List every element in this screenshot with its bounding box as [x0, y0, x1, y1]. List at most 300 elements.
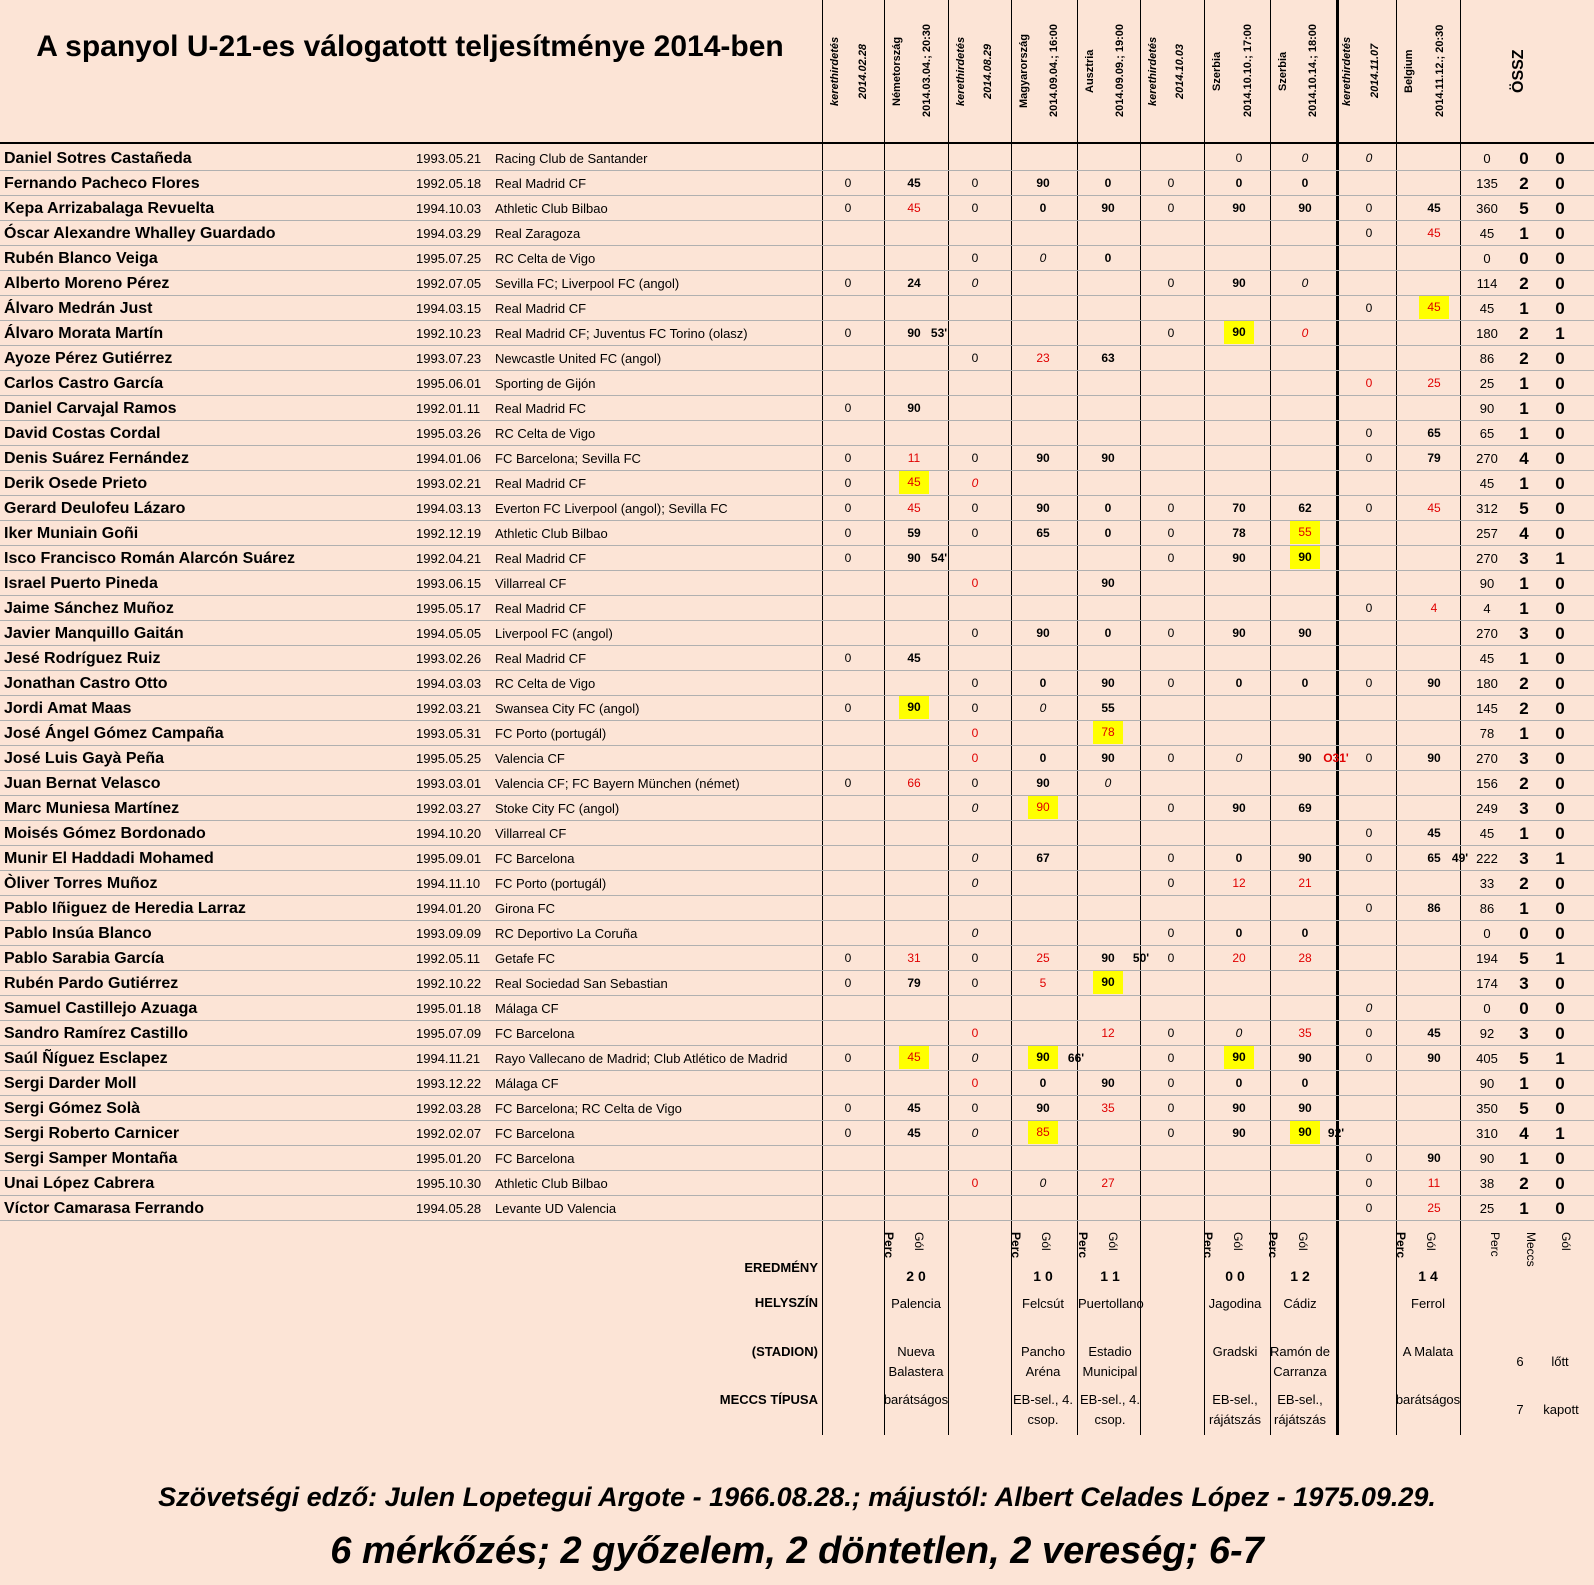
total-value: 0 — [1555, 649, 1565, 668]
gol-label: Gól — [1296, 1232, 1310, 1251]
club-name: Real Madrid CF — [495, 601, 587, 616]
column-header: 2014.10.10.; 17:00 — [1242, 24, 1254, 118]
club-name: Athletic Club Bilbao — [495, 526, 608, 541]
total-value: 405 — [1476, 1051, 1498, 1066]
total-value: 0 — [1555, 374, 1565, 393]
birth-date: 1993.03.01 — [416, 776, 482, 791]
match-value: 0 — [971, 351, 979, 365]
match-value: 90 — [1232, 1126, 1246, 1140]
match-value: 0 — [844, 776, 852, 790]
match-value: 54' — [930, 551, 948, 565]
match-place: Felcsút — [1022, 1296, 1064, 1311]
column-header: Ausztria — [1084, 49, 1096, 93]
birth-date: 1994.11.10 — [416, 876, 481, 891]
total-value: 350 — [1476, 1101, 1498, 1116]
match-value: 0 — [1167, 1076, 1175, 1090]
club-name: FC Barcelona; RC Celta de Vigo — [495, 1101, 682, 1116]
total-value: 90 — [1479, 1076, 1495, 1091]
birth-date: 1993.02.26 — [416, 651, 482, 666]
total-value: 0 — [1555, 1149, 1565, 1168]
table-row — [0, 496, 1594, 521]
birth-date: 1993.06.15 — [416, 576, 482, 591]
match-value: 0 — [1365, 201, 1373, 215]
total-value: 0 — [1519, 149, 1529, 168]
match-result: 2 0 — [906, 1268, 926, 1284]
table-row — [0, 1196, 1594, 1221]
match-value: 90 — [1232, 801, 1246, 815]
match-value: 0 — [971, 1051, 979, 1065]
player-name: Alberto Moreno Pérez — [4, 275, 170, 292]
total-value: 0 — [1483, 926, 1491, 941]
birth-date: 1992.12.19 — [416, 526, 482, 541]
match-value: 0 — [1235, 1076, 1243, 1090]
match-value: 90 — [1298, 201, 1312, 215]
match-value: 0 — [971, 476, 979, 490]
goals-scored-label: lőtt — [1551, 1354, 1569, 1369]
table-row — [0, 896, 1594, 921]
match-value: 0 — [971, 851, 979, 865]
match-value: 25 — [1427, 1201, 1441, 1215]
match-value: 0 — [971, 876, 979, 890]
table-row — [0, 371, 1594, 396]
total-value: 0 — [1555, 1199, 1565, 1218]
player-name: Ayoze Pérez Gutiérrez — [4, 350, 173, 367]
total-value: 4 — [1519, 1124, 1529, 1143]
match-value: 85 — [1028, 1121, 1058, 1144]
total-value: 3 — [1519, 1024, 1529, 1043]
match-value: 90 — [1290, 1121, 1320, 1144]
player-name: Israel Puerto Pineda — [4, 575, 158, 592]
match-place: Jagodina — [1208, 1296, 1262, 1311]
season-summary: 6 mérkőzés; 2 győzelem, 2 döntetlen, 2 vereség; 6-7 — [330, 1530, 1264, 1572]
match-value: 0 — [1167, 626, 1175, 640]
match-value: 53' — [930, 326, 948, 340]
total-value: 0 — [1555, 1074, 1565, 1093]
match-value: 0 — [844, 501, 852, 515]
match-value: 0 — [971, 776, 979, 790]
match-value: 0 — [971, 701, 979, 715]
match-type: EB-sel., 4. csop. — [1080, 1392, 1140, 1427]
summary-label: MECCS TÍPUSA — [719, 1392, 818, 1407]
match-value: 45 — [1427, 826, 1441, 840]
total-value: 4 — [1483, 601, 1491, 616]
match-value: 90 — [1036, 501, 1050, 515]
match-value: 92' — [1327, 1126, 1345, 1140]
match-value: 45 — [1419, 296, 1449, 319]
player-name: Daniel Sotres Castañeda — [4, 150, 192, 167]
match-value: 11 — [1427, 1176, 1441, 1190]
total-value: 0 — [1555, 249, 1565, 268]
match-value: 86 — [1427, 901, 1441, 915]
birth-date: 1992.04.21 — [416, 551, 482, 566]
match-value: 27 — [1101, 1176, 1115, 1190]
player-name: Jesé Rodríguez Ruiz — [4, 650, 161, 667]
match-value: 90 — [1036, 776, 1050, 790]
birth-date: 1992.03.21 — [416, 701, 482, 716]
column-header: kerethirdetés — [955, 36, 967, 106]
table-row — [0, 221, 1594, 246]
match-type: EB-sel., rájátszás — [1208, 1392, 1262, 1427]
total-value: 0 — [1555, 749, 1565, 768]
match-value: 0 — [1167, 1051, 1175, 1065]
total-value: 0 — [1519, 249, 1529, 268]
club-name: Real Madrid CF; Juventus FC Torino (olasz) — [495, 326, 748, 341]
match-value: 0 — [1039, 751, 1047, 765]
club-name: FC Barcelona — [495, 1126, 575, 1141]
match-value: 0 — [1167, 276, 1175, 290]
total-value: 174 — [1476, 976, 1498, 991]
club-name: Valencia CF — [495, 751, 565, 766]
column-header: Belgium — [1403, 49, 1415, 93]
match-value: 45 — [1427, 226, 1441, 240]
total-value: 0 — [1555, 624, 1565, 643]
match-value: 0 — [1365, 301, 1373, 315]
total-value: 257 — [1476, 526, 1498, 541]
player-name: Sandro Ramírez Castillo — [4, 1025, 189, 1042]
match-value: 0 — [1365, 1176, 1373, 1190]
match-value: 0 — [971, 976, 979, 990]
birth-date: 1994.03.13 — [416, 501, 482, 516]
match-value: 0 — [1365, 1051, 1373, 1065]
match-value: 0 — [971, 501, 979, 515]
club-name: Levante UD Valencia — [495, 1201, 617, 1216]
match-value: 90 — [1101, 201, 1115, 215]
table-row — [0, 946, 1594, 971]
match-value: 50' — [1132, 951, 1150, 965]
club-name: FC Barcelona — [495, 1026, 575, 1041]
birth-date: 1995.01.18 — [416, 1001, 482, 1016]
total-value: 90 — [1479, 1151, 1495, 1166]
table-row — [0, 596, 1594, 621]
total-value: 1 — [1555, 849, 1565, 868]
player-name: Sergi Samper Montaña — [4, 1150, 178, 1167]
total-value: 2 — [1519, 874, 1529, 893]
total-value: 45 — [1479, 476, 1495, 491]
match-value: 35 — [1101, 1101, 1115, 1115]
match-type: barátságos — [883, 1392, 949, 1407]
player-name: Pablo Insúa Blanco — [4, 925, 152, 942]
total-value: 78 — [1479, 726, 1495, 741]
match-value: 12 — [1101, 1026, 1115, 1040]
birth-date: 1994.03.15 — [416, 301, 482, 316]
match-value: 45 — [1427, 501, 1441, 515]
total-value: 1 — [1519, 399, 1529, 418]
total-value: 0 — [1555, 724, 1565, 743]
player-name: Fernando Pacheco Flores — [4, 175, 200, 192]
player-name: Marc Muniesa Martínez — [4, 800, 180, 817]
table-row — [0, 446, 1594, 471]
match-value: 12 — [1232, 876, 1246, 890]
match-value: 90 — [1427, 1151, 1441, 1165]
table-row — [0, 796, 1594, 821]
total-value: 0 — [1483, 151, 1491, 166]
match-value: 0 — [844, 551, 852, 565]
match-type: EB-sel., 4. csop. — [1013, 1392, 1073, 1427]
total-value: 0 — [1555, 824, 1565, 843]
player-name: Derik Osede Prieto — [4, 475, 148, 492]
club-name: RC Deportivo La Coruña — [495, 926, 638, 941]
club-name: RC Celta de Vigo — [495, 251, 596, 266]
match-value: 0 — [1365, 901, 1373, 915]
match-value: 5 — [1039, 976, 1047, 990]
total-value: 0 — [1555, 174, 1565, 193]
total-value: 145 — [1476, 701, 1498, 716]
total-value: 1 — [1519, 824, 1529, 843]
total-value: 1 — [1519, 649, 1529, 668]
birth-date: 1994.05.05 — [416, 626, 482, 641]
total-value: 0 — [1483, 251, 1491, 266]
match-value: 90 — [1028, 796, 1058, 819]
match-value: 90 — [1036, 176, 1050, 190]
match-value: 0 — [844, 976, 852, 990]
club-name: Real Madrid CF — [495, 176, 587, 191]
total-value: 5 — [1519, 1049, 1529, 1068]
total-value: 0 — [1555, 699, 1565, 718]
club-name: Newcastle United FC (angol) — [495, 351, 662, 366]
match-value: 0 — [1365, 501, 1373, 515]
match-value: 0 — [1301, 1076, 1309, 1090]
player-name: Saúl Ñíguez Esclapez — [4, 1050, 168, 1067]
gol-label: Gól — [1559, 1232, 1573, 1251]
match-value: 90 — [1427, 676, 1441, 690]
table-row — [0, 846, 1594, 871]
match-value: 0 — [971, 201, 979, 215]
club-name: Villarreal CF — [495, 576, 567, 591]
match-value: 45 — [899, 471, 929, 494]
match-value: 90 — [1232, 276, 1246, 290]
player-name: Òliver Torres Muñoz — [4, 875, 158, 892]
summary-label: (STADION) — [751, 1344, 818, 1359]
birth-date: 1995.07.25 — [416, 251, 482, 266]
birth-date: 1994.01.06 — [416, 451, 482, 466]
player-name: Jordi Amat Maas — [4, 700, 132, 717]
table-row — [0, 396, 1594, 421]
gol-label: Gól — [912, 1232, 926, 1251]
total-value: 0 — [1555, 199, 1565, 218]
total-value: 0 — [1555, 924, 1565, 943]
match-value: 0 — [1235, 151, 1243, 165]
match-value: 90 — [1232, 201, 1246, 215]
total-value: 5 — [1519, 199, 1529, 218]
club-name: Málaga CF — [495, 1001, 559, 1016]
match-value: 0 — [1167, 851, 1175, 865]
match-value: 0 — [1365, 226, 1373, 240]
match-stadium: Estadio Municipal — [1082, 1344, 1138, 1379]
club-name: Liverpool FC (angol) — [495, 626, 613, 641]
match-value: 0 — [1301, 326, 1309, 340]
header-divider — [0, 142, 1594, 144]
match-value: O31' — [1323, 751, 1349, 765]
club-name: FC Porto (portugál) — [495, 726, 607, 741]
match-value: 0 — [971, 276, 979, 290]
match-value: 0 — [971, 676, 979, 690]
total-value: 2 — [1519, 324, 1529, 343]
column-header: 2014.10.03 — [1174, 43, 1186, 99]
match-value: 0 — [971, 1026, 979, 1040]
player-name: David Costas Cordal — [4, 425, 161, 442]
total-value: 0 — [1555, 1099, 1565, 1118]
total-value: 0 — [1555, 1174, 1565, 1193]
player-name: José Luis Gayà Peña — [4, 750, 165, 767]
player-name: Iker Muniain Goñi — [4, 525, 139, 542]
match-value: 0 — [1365, 1201, 1373, 1215]
match-value: 0 — [1365, 676, 1373, 690]
match-value: 0 — [971, 1101, 979, 1115]
player-name: Rubén Pardo Gutiérrez — [4, 975, 179, 992]
table-row — [0, 171, 1594, 196]
total-value: 1 — [1519, 424, 1529, 443]
match-result: 1 0 — [1033, 1268, 1053, 1284]
table-row — [0, 246, 1594, 271]
match-value: 0 — [1167, 751, 1175, 765]
player-name: Javier Manquillo Gaitán — [4, 625, 184, 642]
table-row — [0, 1071, 1594, 1096]
birth-date: 1995.07.09 — [416, 1026, 482, 1041]
match-value: 66' — [1067, 1051, 1085, 1065]
column-header: 2014.11.12.; 20:30 — [1434, 24, 1446, 118]
total-value: 0 — [1555, 874, 1565, 893]
total-value: 156 — [1476, 776, 1498, 791]
birth-date: 1993.09.09 — [416, 926, 482, 941]
match-value: 0 — [1167, 526, 1175, 540]
match-value: 90 — [1232, 551, 1246, 565]
total-value: 0 — [1555, 524, 1565, 543]
gol-label: Gól — [1106, 1232, 1120, 1251]
match-value: 0 — [1365, 601, 1373, 615]
perc-label: Perc — [1266, 1232, 1280, 1259]
match-value: 0 — [1104, 251, 1112, 265]
total-value: 1 — [1519, 899, 1529, 918]
table-row — [0, 196, 1594, 221]
goals-conceded-label: kapott — [1543, 1402, 1579, 1417]
total-value: 194 — [1476, 951, 1498, 966]
club-name: Real Madrid CF — [495, 651, 587, 666]
total-value: 1 — [1555, 1124, 1565, 1143]
total-value: 2 — [1519, 774, 1529, 793]
match-value: 0 — [844, 276, 852, 290]
birth-date: 1995.05.17 — [416, 601, 482, 616]
match-value: 0 — [1167, 1101, 1175, 1115]
match-value: 20 — [1232, 951, 1246, 965]
table-row — [0, 421, 1594, 446]
match-value: 24 — [907, 276, 921, 290]
match-value: 25 — [1036, 951, 1050, 965]
match-value: 0 — [1167, 876, 1175, 890]
player-name: Kepa Arrizabalaga Revuelta — [4, 200, 215, 217]
perc-label: Perc — [1394, 1232, 1408, 1259]
club-name: Everton FC Liverpool (angol); Sevilla FC — [495, 501, 728, 516]
table-row — [0, 1171, 1594, 1196]
match-value: 55 — [1101, 701, 1115, 715]
match-value: 0 — [971, 751, 979, 765]
match-value: 90 — [1101, 451, 1115, 465]
match-value: 0 — [844, 1051, 852, 1065]
total-value: 0 — [1555, 424, 1565, 443]
match-value: 0 — [844, 526, 852, 540]
match-value: 0 — [1167, 926, 1175, 940]
birth-date: 1993.02.21 — [416, 476, 482, 491]
perc-label: Perc — [882, 1232, 896, 1259]
player-name: Sergi Darder Moll — [4, 1075, 137, 1092]
match-value: 0 — [1167, 801, 1175, 815]
club-name: Stoke City FC (angol) — [495, 801, 620, 816]
match-value: 90 — [1028, 1046, 1058, 1069]
total-value: 45 — [1479, 651, 1495, 666]
total-value: 3 — [1519, 799, 1529, 818]
club-name: FC Barcelona — [495, 1151, 575, 1166]
player-name: Pablo Sarabia García — [4, 950, 165, 967]
total-value: 2 — [1519, 174, 1529, 193]
club-name: FC Barcelona — [495, 851, 575, 866]
column-header: 2014.08.29 — [982, 43, 994, 99]
total-value: 3 — [1519, 549, 1529, 568]
total-value: 0 — [1555, 399, 1565, 418]
match-value: 0 — [971, 926, 979, 940]
match-value: 90 — [1224, 321, 1254, 344]
birth-date: 1992.03.28 — [416, 1101, 482, 1116]
birth-date: 1995.03.26 — [416, 426, 482, 441]
birth-date: 1992.10.23 — [416, 326, 482, 341]
player-name: Isco Francisco Román Alarcón Suárez — [4, 550, 296, 567]
match-value: 90 — [1036, 1101, 1050, 1115]
match-value: 0 — [971, 801, 979, 815]
match-value: 90 — [1232, 626, 1246, 640]
total-value: 0 — [1555, 349, 1565, 368]
match-value: 0 — [1167, 501, 1175, 515]
birth-date: 1994.03.29 — [416, 226, 482, 241]
match-value: 45 — [907, 501, 921, 515]
match-value: 0 — [844, 201, 852, 215]
match-value: 0 — [1365, 376, 1373, 390]
match-value: 0 — [1039, 251, 1047, 265]
summary-label: HELYSZÍN — [754, 1295, 818, 1310]
birth-date: 1994.11.21 — [416, 1051, 481, 1066]
table-row — [0, 471, 1594, 496]
match-value: 21 — [1298, 876, 1312, 890]
total-value: 25 — [1479, 376, 1495, 391]
match-value: 0 — [1235, 851, 1243, 865]
match-value: 0 — [1365, 751, 1373, 765]
match-value: 78 — [1093, 721, 1123, 744]
match-value: 0 — [1235, 176, 1243, 190]
total-value: 0 — [1555, 299, 1565, 318]
match-value: 0 — [1167, 676, 1175, 690]
match-value: 0 — [1167, 1026, 1175, 1040]
total-value: 1 — [1519, 599, 1529, 618]
match-value: 0 — [971, 576, 979, 590]
match-value: 0 — [1167, 551, 1175, 565]
match-value: 0 — [1365, 851, 1373, 865]
match-value: 45 — [907, 1101, 921, 1115]
total-value: 0 — [1519, 999, 1529, 1018]
total-value: 38 — [1479, 1176, 1495, 1191]
total-value: 0 — [1555, 449, 1565, 468]
club-name: Real Madrid CF — [495, 476, 587, 491]
match-value: 0 — [1365, 1001, 1373, 1015]
total-value: 270 — [1476, 451, 1498, 466]
match-value: 0 — [1039, 201, 1047, 215]
column-header: Németország — [891, 36, 903, 106]
match-value: 28 — [1298, 951, 1312, 965]
total-value: 180 — [1476, 326, 1498, 341]
player-name: Juan Bernat Velasco — [4, 775, 161, 792]
total-value: 135 — [1476, 176, 1498, 191]
match-value: 62 — [1298, 501, 1312, 515]
player-name: Carlos Castro García — [4, 375, 164, 392]
total-value: 4 — [1519, 524, 1529, 543]
total-value: 2 — [1519, 699, 1529, 718]
player-name: Pablo Iñiguez de Heredia Larraz — [4, 900, 246, 917]
